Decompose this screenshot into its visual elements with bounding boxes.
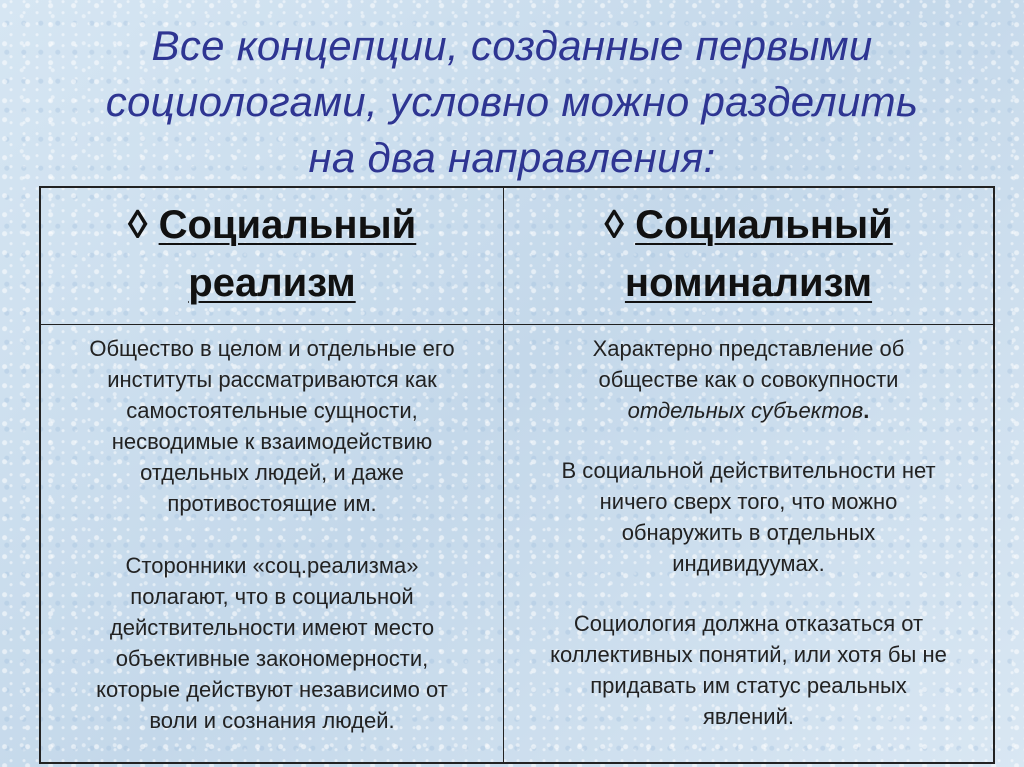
text-tail: . bbox=[863, 398, 870, 423]
paragraph bbox=[51, 333, 493, 519]
text-line: Характерно представление об bbox=[592, 336, 905, 361]
paragraph bbox=[51, 550, 493, 736]
text-line: несводимые к взаимодействию bbox=[111, 429, 433, 454]
paragraph bbox=[514, 455, 983, 579]
text-line: индивидуумах. bbox=[672, 551, 825, 576]
text-line: коллективных понятий, или хотя бы не bbox=[550, 642, 947, 667]
text-line: институты рассматриваются как bbox=[107, 367, 437, 392]
heading-line: номинализм bbox=[624, 261, 873, 305]
text-line: объективные закономерности, bbox=[115, 646, 429, 671]
diamond-bullet-icon: ◊ bbox=[127, 203, 148, 247]
comparison-table bbox=[39, 186, 995, 764]
heading-line: Социальный bbox=[158, 203, 417, 247]
text-line: Общество в целом и отдельные его bbox=[89, 336, 455, 361]
slide-title-line: на два направления: bbox=[308, 134, 716, 181]
text-line: самостоятельные сущности, bbox=[126, 398, 418, 423]
table-cell-nominalism bbox=[504, 325, 993, 762]
text-line: обществе как о совокупности bbox=[598, 367, 899, 392]
paragraph bbox=[514, 608, 983, 732]
slide-title-line: социологами, условно можно разделить bbox=[105, 78, 919, 125]
text-line: действительности имеют место bbox=[109, 615, 435, 640]
slide-title bbox=[60, 18, 964, 186]
text-line bbox=[514, 395, 983, 426]
text-line: Сторонники «соц.реализма» bbox=[125, 553, 419, 578]
text-line: Социология должна отказаться от bbox=[573, 611, 924, 636]
text-line: полагают, что в социальной bbox=[130, 584, 414, 609]
text-line: которые действуют независимо от bbox=[96, 677, 448, 702]
slide-title-line: Все концепции, созданные первыми bbox=[151, 22, 873, 69]
text-line: отдельных людей, и даже bbox=[140, 460, 404, 485]
heading-line: Социальный bbox=[635, 203, 893, 247]
text-line: обнаружить в отдельных bbox=[621, 520, 876, 545]
heading-line: реализм bbox=[188, 261, 356, 305]
italic-phrase: отдельных субъектов bbox=[627, 398, 864, 423]
text-line: придавать им статус реальных bbox=[590, 673, 907, 698]
paragraph bbox=[514, 333, 983, 426]
table-header-nominalism bbox=[504, 188, 993, 325]
text-line: В социальной действительности нет bbox=[561, 458, 936, 483]
diamond-bullet-icon: ◊ bbox=[604, 203, 624, 247]
text-line: ничего сверх того, что можно bbox=[599, 489, 898, 514]
text-line: противостоящие им. bbox=[167, 491, 377, 516]
text-line: явлений. bbox=[702, 704, 794, 729]
table-header-realism bbox=[41, 188, 504, 325]
table-cell-realism bbox=[41, 325, 504, 762]
text-line: воли и сознания людей. bbox=[149, 708, 395, 733]
